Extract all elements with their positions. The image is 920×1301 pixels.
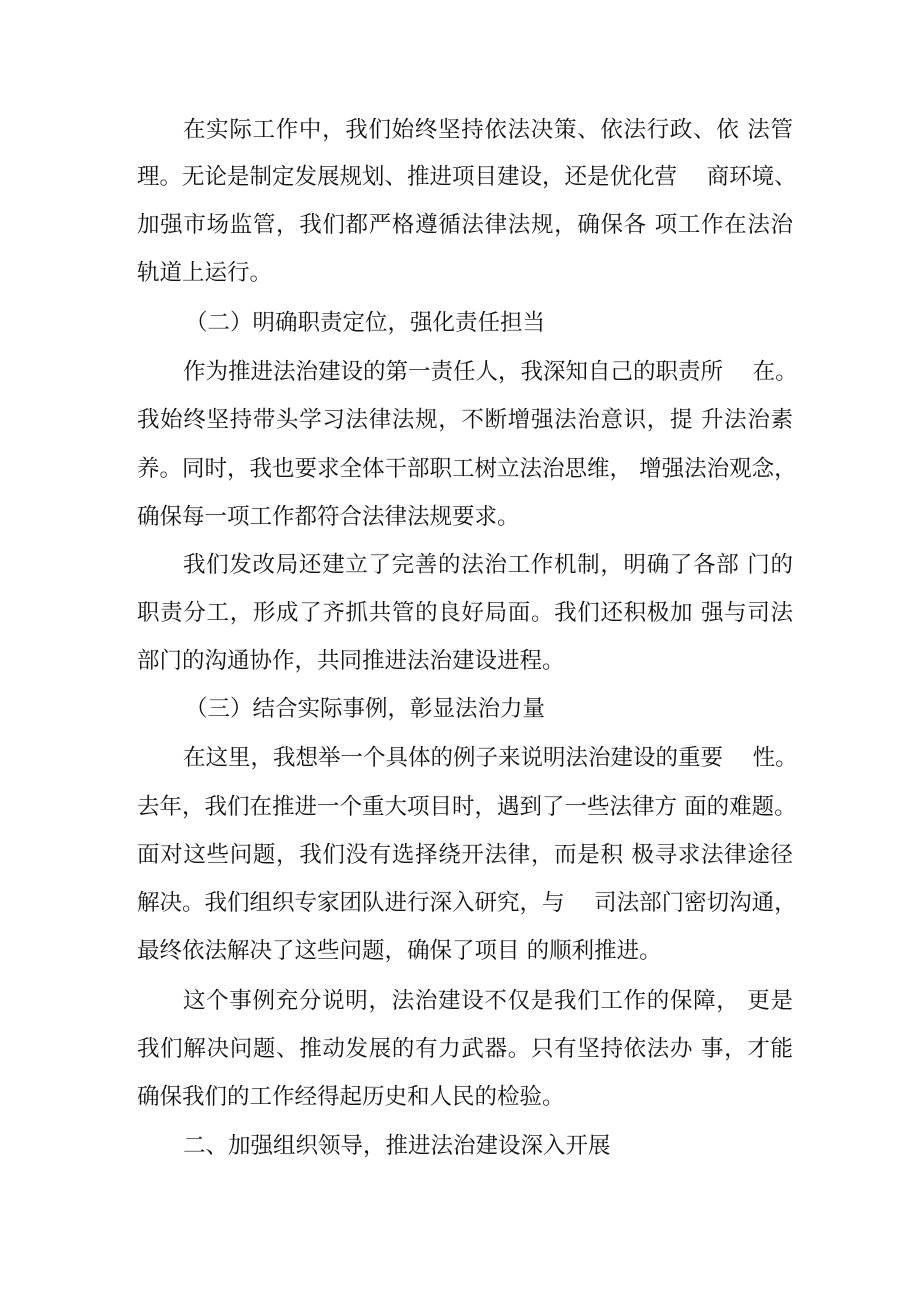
- paragraph-5-line-3: 确保我们的工作经得起历史和人民的检验。: [137, 1084, 565, 1110]
- paragraph-1-line-1: 在实际工作中，我们始终坚持依法决策、依法行政、依 法管: [183, 117, 793, 143]
- paragraph-3-line-2: 职责分工，形成了齐抓共管的良好局面。我们还积极加 强与司法: [137, 600, 793, 626]
- paragraph-1-line-2: 理。无论是制定发展规划、推进项目建设，还是优化营 商环境、: [137, 164, 797, 190]
- paragraph-2-line-1: 作为推进法治建设的第一责任人，我深知自己的职责所 在。: [183, 359, 798, 385]
- paragraph-4-line-3: 面对这些问题，我们没有选择绕开法律，而是积 极寻求法律途径: [137, 842, 793, 868]
- paragraph-1-line-3: 加强市场监管，我们都严格遵循法律法规，确保各 项工作在法治: [137, 212, 793, 238]
- paragraph-4-line-4: 解决。我们组织专家团队进行深入研究，与 司法部门密切沟通，: [137, 890, 797, 916]
- paragraph-5-line-1: 这个事例充分说明，法治建设不仅是我们工作的保障， 更是: [183, 988, 793, 1014]
- paragraph-3-line-1: 我们发改局还建立了完善的法治工作机制，明确了各部 门的: [183, 552, 793, 578]
- paragraph-1-line-4: 轨道上运行。: [137, 260, 273, 286]
- paragraph-4-line-2: 去年，我们在推进一个重大项目时，遇到了一些法律方 面的难题。: [137, 794, 797, 820]
- section-heading-2: （二）明确职责定位，强化责任担当: [185, 310, 546, 336]
- paragraph-2-line-2: 我始终坚持带头学习法律法规，不断增强法治意识，提 升法治素: [137, 407, 793, 433]
- paragraph-2-line-4: 确保每一项工作都符合法律法规要求。: [137, 504, 520, 530]
- paragraph-2-line-3: 养。同时，我也要求全体干部职工树立法治思维， 增强法治观念，: [137, 456, 797, 482]
- paragraph-5-line-2: 我们解决问题、推动发展的有力武器。只有坚持依法办 事，才能: [137, 1036, 793, 1062]
- section-heading-main-2: 二、加强组织领导，推进法治建设深入开展: [183, 1133, 611, 1159]
- paragraph-4-line-5: 最终依法解决了这些问题，确保了项目 的顺利推进。: [137, 938, 662, 964]
- paragraph-3-line-3: 部门的沟通协作，共同推进法治建设进程。: [137, 648, 565, 674]
- section-heading-3: （三）结合实际事例，彰显法治力量: [185, 696, 546, 722]
- paragraph-4-line-1: 在这里，我想举一个具体的例子来说明法治建设的重要 性。: [183, 745, 798, 771]
